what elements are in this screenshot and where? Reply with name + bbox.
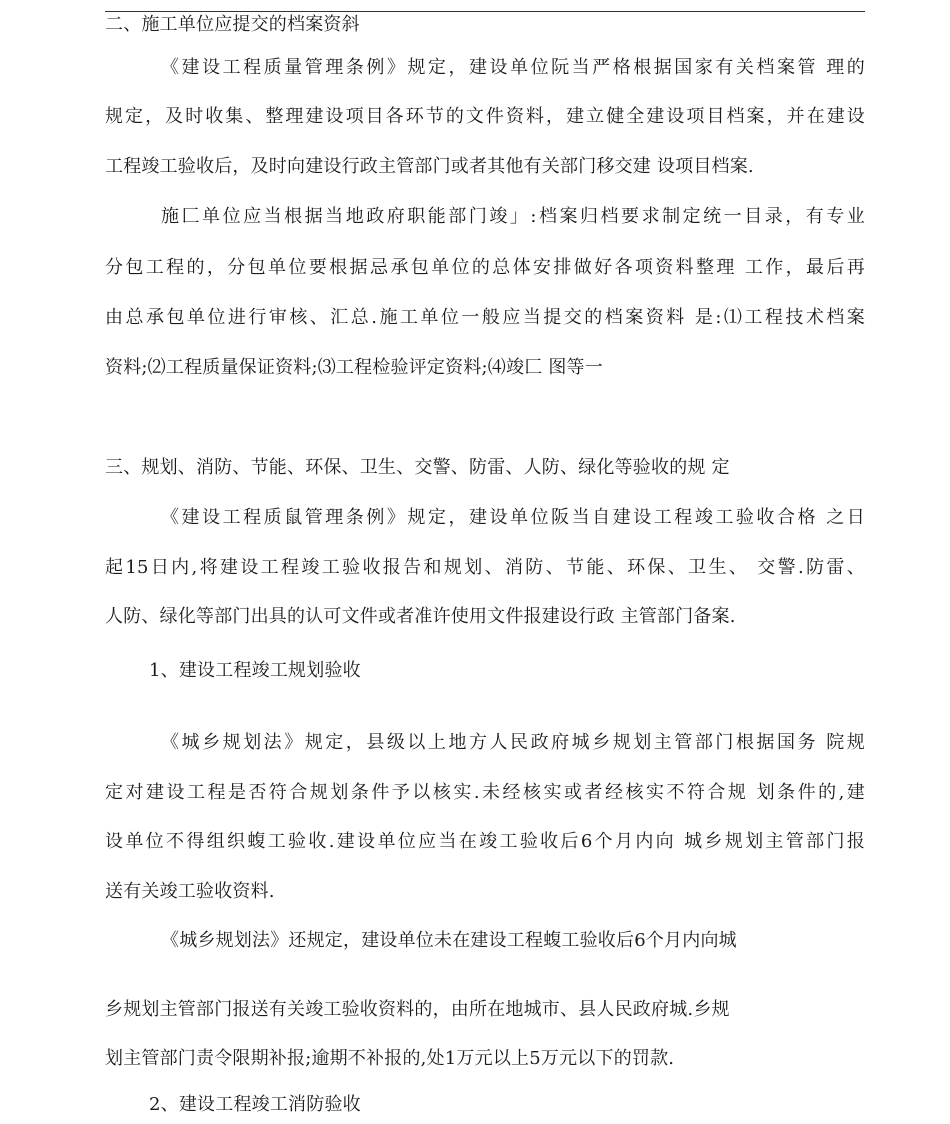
paragraph-line: 设单位不得组织蝮工验收.建设单位应当在竣工验收后6个月内向 城乡规划主管部门报 <box>105 831 865 852</box>
paragraph-line: 起15日内,将建设工程竣工验收报告和规划、消防、节能、环保、卫生、 交警.防雷、 <box>105 557 865 578</box>
paragraph-line: 分包工程的，分包单位要根据忌承包单位的总体安排做好各项资料整理 工作，最后再 <box>105 257 865 278</box>
paragraph-line: 定对建设工程是否符合规划条件予以核实.未经核实或者经核实不符合规 划条件的,建 <box>105 782 865 803</box>
subsection-heading: 1、建设工程竣工规划验收 <box>149 660 361 681</box>
paragraph-line: 《城乡规划法》规定，县级以上地方人民政府城乡规划主管部门根据国务 院规 <box>161 732 865 753</box>
subsection-heading: 2、建设工程竣工消防验收 <box>149 1094 361 1115</box>
paragraph-line: 工程竣工验收后，及时向建设行政主管部门或者其他有关部门移交建 设项目档案. <box>105 156 754 177</box>
paragraph-line: 由总承包单位进行审核、汇总.施工单位一般应当提交的档案资料 是:⑴工程技术档案 <box>105 307 865 328</box>
paragraph-line: 划主管部门责令限期补报;逾期不补报的,处1万元以上5万元以下的罚款. <box>105 1048 675 1069</box>
paragraph-line: 送有关竣工验收资料. <box>105 881 275 902</box>
top-rule <box>105 11 865 12</box>
paragraph-line: 《建设工程质鼠管理条例》规定，建设单位阪当自建设工程竣工验收合格 之日 <box>161 507 865 528</box>
paragraph-line: 《建设工程质量管理条例》规定，建设单位阮当严格根据国家有关档案管 理的 <box>161 57 865 78</box>
paragraph-line: 施匚单位应当根据当地政府职能部门竣」:档案归档要求制定统一目录，有专业 <box>161 206 865 227</box>
section-heading: 二、施工单位应提交的档案资斜 <box>105 14 360 35</box>
paragraph-line: 规定，及时收集、整理建设项目各环节的文件资料，建立健全建设项目档案，并在建设 <box>105 106 865 127</box>
section-heading: 三、规划、消防、节能、环保、卫生、交警、防雷、人防、绿化等验收的规 定 <box>105 457 730 478</box>
paragraph-line: 人防、绿化等部门出具的认可文件或者准许使用文件报建设行政 主管部门备案. <box>105 606 736 627</box>
paragraph-line: 资料;⑵工程质量保证资料;⑶工程检验评定资料;⑷竣匚 图等一 <box>105 357 603 378</box>
paragraph-line: 乡规划主管部门报送有关竣工验收资料的，由所在地城市、县人民政府城.乡规 <box>105 999 730 1020</box>
paragraph-line: 《城乡规划法》还规定，建设单位未在建设工程蝮工验收后6个月内向城 <box>161 930 737 951</box>
